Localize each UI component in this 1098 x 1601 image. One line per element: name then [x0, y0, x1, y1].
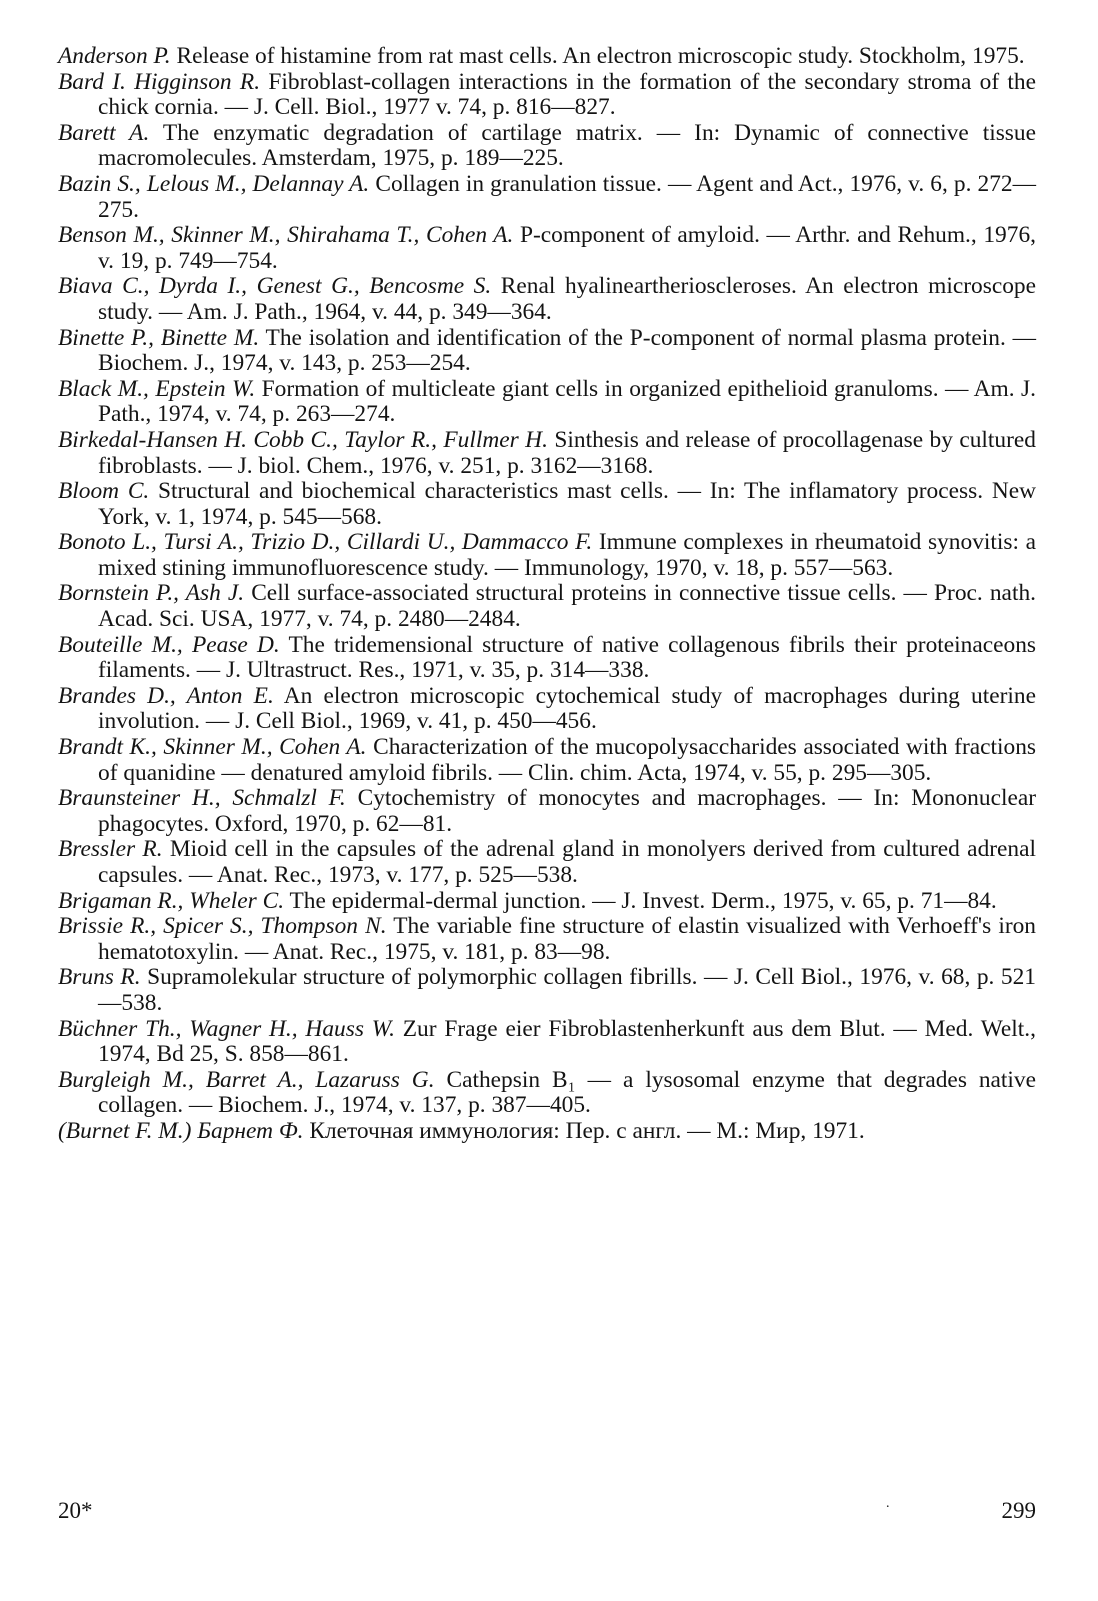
reference-entry — [58, 889, 1036, 915]
reference-entry — [58, 786, 1036, 837]
reference-text: An electron microscopic cytochemical study of macrophages during uterine involution. — J. Cell Biol., 1969, v. 41, p. 450—456. — [98, 682, 1037, 735]
reference-text: Cathepsin B₁ — a lysosomal enzyme that degrades native collagen. — Biochem. J., 1974, v. 137, p. 387—405. — [98, 1066, 1037, 1119]
reference-entry — [58, 1017, 1036, 1068]
reference-text: The isolation and identification of the P-component of normal plasma protein. — Biochem. J., 1974, v. 143, p. 253—254. — [98, 324, 1036, 377]
reference-entry — [58, 223, 1036, 274]
reference-entry — [58, 581, 1036, 632]
reference-entry — [58, 172, 1036, 223]
reference-text: Fibroblast-collagen interactions in the formation of the secondary stroma of the chick cornia. — J. Cell. Biol., 1977 v. 74, p. 816—827. — [98, 68, 1036, 121]
reference-text: The variable fine structure of elastin visualized with Verhoeff's iron hematotoxylin. — Anat. Rec., 1975, v. 181, p. 83—98. — [98, 913, 1036, 965]
page-number: 299 — [1001, 1498, 1036, 1523]
reference-authors: Bard I. Higginson R. — [58, 68, 261, 95]
reference-authors: Bloom C. — [58, 478, 150, 505]
reference-authors: Birkedal-Hansen H. Cobb C., Taylor R., Fullmer H. — [58, 426, 548, 453]
reference-authors: Brandes D., Anton E. — [58, 682, 274, 709]
reference-authors: Braunsteiner H., Schmalzl F. — [58, 785, 346, 812]
reference-text: The tridemensional structure of native collagenous fibrils their proteinaceons filaments. — J. Ultrastruct. Res., 1971, v. 35, p. 314—338. — [98, 631, 1037, 684]
reference-entry — [58, 326, 1036, 377]
reference-text: Cytochemistry of monocytes and macrophages. — In: Mononuclear phagocytes. Oxford, 1970, p. 62—81. — [98, 785, 1036, 837]
reference-text: Collagen in granulation tissue. — Agent and Act., 1976, v. 6, p. 272—275. — [98, 170, 1036, 223]
reference-entry — [58, 274, 1036, 325]
reference-entry — [58, 837, 1036, 888]
reference-text: Immune complexes in rheumatoid synovitis: a mixed stining immunofluorescence study. — Immunology, 1970, v. 18, p. 557—563. — [98, 529, 1036, 581]
reference-authors: (Burnet F. M.) Барнет Ф. — [58, 1117, 304, 1144]
reference-entry — [58, 1119, 1036, 1145]
reference-list — [58, 44, 1036, 1145]
reference-authors: Burgleigh M., Barret A., Lazaruss G. — [58, 1066, 435, 1093]
reference-entry — [58, 44, 1036, 70]
reference-authors: Bouteille M., Pease D. — [58, 631, 280, 658]
bibliography-page — [58, 44, 1036, 1145]
reference-entry — [58, 965, 1036, 1016]
reference-authors: Bornstein P., Ash J. — [58, 580, 245, 607]
reference-entry — [58, 70, 1036, 121]
reference-entry — [58, 428, 1036, 479]
reference-entry — [58, 633, 1036, 684]
reference-authors: Benson M., Skinner M., Shirahama T., Cohen A. — [58, 222, 514, 249]
footer-dot: . — [886, 1496, 890, 1511]
reference-authors: Brigaman R., Wheler C. — [58, 887, 285, 914]
reference-text: Supramolekular structure of polymorphic collagen fibrills. — J. Cell Biol., 1976, v. 68, p. 521—538. — [98, 964, 1037, 1016]
reference-text: The epidermal-dermal junction. — J. Invest. Derm., 1975, v. 65, p. 71—84. — [284, 887, 997, 914]
reference-authors: Bonoto L., Tursi A., Trizio D., Cillardi U., Dammacco F. — [58, 529, 593, 556]
reference-text: Sinthesis and release of procollagenase by cultured fibroblasts. — J. biol. Chem., 1976, v. 251, p. 3162—3168. — [98, 426, 1036, 479]
reference-text: Renal hyalineartherioscleroses. An electron microscope study. — Am. J. Path., 1964, v. 44, p. 349—364. — [98, 273, 1036, 325]
reference-authors: Barett A. — [58, 119, 150, 146]
reference-authors: Bruns R. — [58, 964, 141, 991]
reference-entry — [58, 914, 1036, 965]
reference-authors: Bressler R. — [58, 836, 163, 863]
page-footer — [58, 1498, 1036, 1528]
reference-text: Formation of multicleate giant cells in organized epithelioid granuloms. — Am. J. Path., 1974, v. 74, p. 263—274. — [98, 375, 1036, 428]
reference-entry — [58, 377, 1036, 428]
reference-text: Zur Frage eier Fibroblastenherkunft aus dem Blut. — Med. Welt., 1974, Bd 25, S. 858—861. — [98, 1015, 1036, 1068]
reference-authors: Biava C., Dyrda I., Genest G., Bencosme S. — [58, 273, 492, 300]
reference-authors: Brissie R., Spicer S., Thompson N. — [58, 913, 387, 940]
reference-text: Structural and biochemical characteristics mast cells. — In: The inflamatory process. New York, v. 1, 1974, p. 545—568. — [98, 478, 1036, 530]
reference-text: Клеточная иммунология: Пер. с англ. — М.: Мир, 1971. — [303, 1117, 865, 1144]
reference-authors: Brandt K., Skinner M., Cohen A. — [58, 734, 367, 761]
reference-text: The enzymatic degradation of cartilage matrix. — In: Dynamic of connective tissue macromolecules. Amsterdam, 1975, p. 189—225. — [98, 119, 1036, 172]
reference-text: P-component of amyloid. — Arthr. and Rehum., 1976, v. 19, p. 749—754. — [98, 222, 1036, 274]
reference-text: Release of histamine from rat mast cells. An electron microscopic study. Stockholm, 1975. — [170, 43, 1025, 69]
reference-entry — [58, 1068, 1036, 1119]
reference-text: Characterization of the mucopolysaccharides associated with fractions of quanidine — denatured amyloid fibrils. — Clin. chim. Acta, 1974, v. 55, p. 295—305. — [98, 734, 1036, 786]
reference-entry — [58, 479, 1036, 530]
signature-mark: 20* — [58, 1498, 93, 1523]
reference-text: Mioid cell in the capsules of the adrenal gland in monolyers derived from cultured adrenal capsules. — Anat. Rec., 1973, v. 177, p. 525—538. — [98, 836, 1037, 888]
reference-entry — [58, 684, 1036, 735]
reference-entry — [58, 530, 1036, 581]
reference-authors: Bazin S., Lelous M., Delannay A. — [58, 170, 370, 197]
reference-authors: Büchner Th., Wagner H., Hauss W. — [58, 1015, 395, 1042]
reference-authors: Black M., Epstein W. — [58, 375, 256, 402]
reference-authors: Anderson P. — [58, 43, 171, 69]
reference-entry — [58, 121, 1036, 172]
reference-text: Cell surface-associated structural proteins in connective tissue cells. — Proc. nath. Acad. Sci. USA, 1977, v. 74, p. 2480—2484. — [98, 580, 1036, 633]
reference-authors: Binette P., Binette M. — [58, 324, 260, 351]
reference-entry — [58, 735, 1036, 786]
